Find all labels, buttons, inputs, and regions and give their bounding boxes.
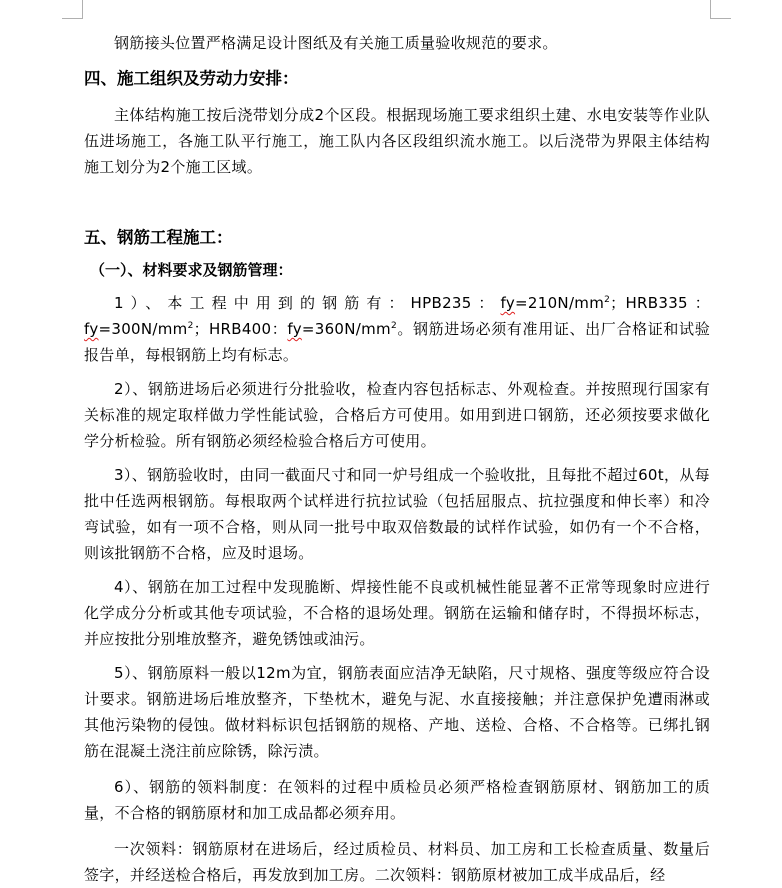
paragraph-acceptance: 3）、钢筋验收时，由同一截面尺寸和同一炉号组成一个验收批，且每批不超过60t，从每批中任选两根钢筋。每根取两个试样进行抗拉试验（包括屈服点、抗拉强度和伸长率）和冷弯试验，如有一项不合格，则从同一批号中取双倍数最的试样作试验，如仍有一个不合格，则该批钢筋不合格，应及时退场。 [84, 466, 710, 562]
crop-mark-top-right [710, 0, 731, 19]
document-body [84, 30, 710, 888]
paragraph-first-requisition: 一次领料：钢筋原材在进场后，经过质检员、材料员、加工房和工长检查质量、数量后签字，并经送检合格后，再发放到加工房。二次领料：钢筋原材被加工成半成品后，经 [84, 840, 710, 884]
paragraph-rebar-grades: 1）、本工程中用到的钢筋有：HPB235：$fy=210N/mm^2$；HRB335：$fy=300N/mm^2$；HRB400：$fy=360N/mm^2$。钢筋进场必须有准用证、出厂合格证和试验报告单，每根钢筋上均有标志。 [84, 294, 711, 364]
paragraph-raw-material: 5）、钢筋原料一般以12m为宜，钢筋表面应洁净无缺陷，尺寸规格、强度等级应符合设计要求。钢筋进场后堆放整齐，下垫枕木，避免与泥、水直接接触；并注意保护免遭雨淋或其他污染物的侵蚀。做材料标识包括钢筋的规格、产地、送检、合格、不合格等。已绑扎钢筋在混凝土浇注前应除锈，除污渍。 [84, 664, 710, 760]
paragraph-inspection: 2）、钢筋进场后必须进行分批验收，检查内容包括标志、外观检查。并按照现行国家有关标准的规定取样做力学性能试验，合格后方可使用。如用到进口钢筋，还必须按要求做化学分析检验。所有钢筋必须经检验合格后方可使用。 [84, 380, 710, 450]
heading-materials: （一）、材料要求及钢筋管理： [90, 261, 293, 279]
spellcheck-word: fy [500, 294, 516, 312]
paragraph-processing: 4）、钢筋在加工过程中发现脆断、焊接性能不良或机械性能显著不正常等现象时应进行化学成分分析或其他专项试验，不合格的退场处理。钢筋在运输和储存时，不得损坏标志，并应按批分别堆放整齐，避免锈蚀或油污。 [84, 578, 710, 648]
heading-section-5: 五、钢筋工程施工： [84, 228, 233, 247]
paragraph-requisition: 6）、钢筋的领料制度：在领料的过程中质检员必须严格检查钢筋原材、钢筋加工的质量，不合格的钢筋原材和加工成品都必须弃用。 [84, 778, 710, 822]
heading-section-4: 四、施工组织及劳动力安排： [84, 69, 299, 88]
paragraph-section-4: 主体结构施工按后浇带划分成2个区段。根据现场施工要求组织土建、水电安装等作业队伍进场施工，各施工队平行施工，施工队内各区段组织流水施工。以后浇带为界限主体结构施工划分为2个施工区域。 [84, 106, 710, 176]
spellcheck-word: fy [287, 320, 302, 338]
paragraph-joint: 钢筋接头位置严格满足设计图纸及有关施工质量验收规范的要求。 [114, 34, 558, 52]
spellcheck-word: fy [84, 320, 99, 338]
crop-mark-top-left [62, 0, 83, 19]
